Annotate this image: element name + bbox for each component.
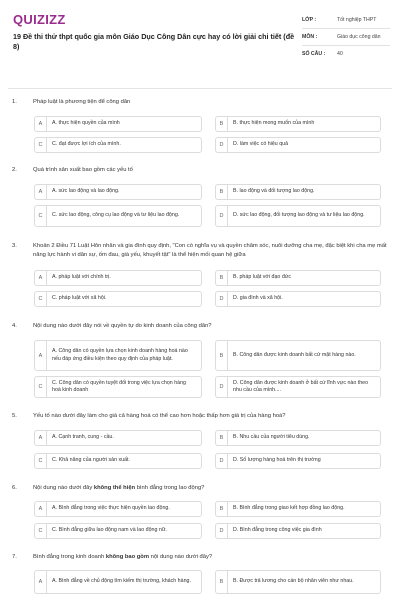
meta-row-subject — [302, 29, 390, 46]
option-letter: D — [216, 524, 228, 538]
question-7 — [12, 553, 392, 585]
option-text: C. sức lao động, công cụ lao động và tư liệu lao động. — [52, 212, 180, 219]
option-letter: B — [216, 117, 228, 131]
question-number: 7. — [12, 554, 17, 560]
question-text — [33, 484, 392, 493]
question-4 — [12, 322, 392, 393]
question-2 — [12, 166, 392, 219]
option-letter: B — [216, 271, 228, 285]
question-text-post: bình đẳng trong lao động? — [135, 485, 205, 491]
option-letter: C — [35, 524, 47, 538]
option-letter: A — [35, 502, 47, 516]
question-stem — [12, 166, 392, 175]
option-text: B. pháp luật với đạo đức — [233, 274, 291, 281]
question-stem — [12, 242, 392, 259]
option-text: A. sức lao động và lao động. — [52, 188, 120, 195]
option-text: A. pháp luật với chính trị. — [52, 274, 111, 281]
option-letter: D — [216, 454, 228, 468]
meta-row-count — [302, 46, 390, 62]
option-text: D. gia đình và xã hội. — [233, 295, 283, 302]
option-letter: C — [35, 206, 47, 226]
option-letter: C — [35, 292, 47, 306]
option-d[interactable] — [215, 523, 381, 539]
option-text: A. Bình đẳng trong việc thực hiện quyền lao động. — [52, 505, 170, 512]
question-text-pre: Bình đẳng trong kinh doanh — [33, 554, 106, 560]
option-text: D. Bình đẳng trong công việc gia đình — [233, 527, 322, 534]
option-text: A. Bình đẳng về chủ động tìm kiếm thị trường, khách hàng. — [52, 578, 191, 585]
option-letter: B — [216, 341, 228, 370]
option-c[interactable] — [34, 205, 202, 227]
question-3 — [12, 242, 392, 302]
meta-row-class — [302, 12, 390, 29]
question-text: Khoản 2 Điều 71 Luật Hôn nhân và gia đình quy định, "Con có nghĩa vụ và quyền chăm sóc, nuôi dưỡng cha mẹ, đặc biệt khi cha mẹ mất năng lực hành vi dân sự, ốm đau, già yếu, khuyết tật" là thể hiện mối quan hệ giữa — [33, 243, 387, 258]
option-text: B. thực hiện mong muốn của mình — [233, 120, 315, 127]
option-d[interactable] — [215, 291, 381, 307]
option-text: D. Số lượng hàng hoá trên thị trường — [233, 457, 321, 464]
question-text-emphasis: không thể hiện — [93, 485, 136, 491]
option-c[interactable] — [34, 523, 202, 539]
option-c[interactable] — [34, 453, 202, 469]
option-a[interactable] — [34, 570, 202, 594]
option-a[interactable] — [34, 116, 202, 132]
question-text-pre: Nội dung nào dưới đây — [33, 485, 94, 491]
option-text: B. Bình đẳng trong giao kết hợp đồng lao động. — [233, 505, 345, 512]
option-letter: B — [216, 431, 228, 445]
option-text: B. Công dân được kinh doanh bất cứ mặt hàng nào. — [233, 351, 356, 358]
meta-key: LỚP : — [302, 17, 317, 23]
option-letter: B — [216, 502, 228, 516]
option-letter: A — [35, 341, 47, 370]
option-letter: D — [216, 377, 228, 397]
question-number: 6. — [12, 485, 17, 491]
option-text: D. sức lao động, đối tượng lao động và tư liệu lao động. — [233, 212, 365, 219]
meta-key: MÔN : — [302, 34, 318, 40]
question-number: 1. — [12, 99, 17, 105]
option-a[interactable] — [34, 501, 202, 517]
option-letter: C — [35, 138, 47, 152]
option-letter: A — [35, 117, 47, 131]
option-text: C. Khả năng của người sản xuất. — [52, 457, 130, 464]
option-a[interactable] — [34, 270, 202, 286]
question-stem — [12, 484, 392, 493]
option-text: D. làm việc có hiệu quả — [233, 141, 289, 148]
option-text: C. Công dân có quyền tuyệt đối trong việc lựa chọn hàng hoá kinh doanh — [52, 379, 186, 393]
meta-table — [302, 12, 390, 62]
question-6 — [12, 484, 392, 534]
question-1 — [12, 98, 392, 148]
option-letter: B — [216, 571, 228, 593]
option-b[interactable] — [215, 340, 381, 371]
option-text: C. đạt được lợi ích của mình. — [52, 141, 121, 148]
option-d[interactable] — [215, 137, 381, 153]
option-d[interactable] — [215, 205, 381, 227]
option-b[interactable] — [215, 184, 381, 200]
option-letter: A — [35, 571, 47, 593]
option-a[interactable] — [34, 184, 202, 200]
option-c[interactable] — [34, 376, 202, 398]
meta-value: Giáo dục công dân — [337, 34, 381, 40]
option-text: C. Bình đẳng giữa lao động nam và lao động nữ. — [52, 527, 167, 534]
option-letter: B — [216, 185, 228, 199]
question-text-emphasis: không bao gồm — [105, 554, 149, 560]
question-5 — [12, 412, 392, 464]
question-stem — [12, 412, 392, 421]
question-text: Nội dung nào dưới đây nói về quyền tự do kinh doanh của công dân? — [33, 323, 212, 329]
option-text: A. thực hiện quyền của mình — [52, 120, 120, 127]
option-a[interactable] — [34, 430, 202, 446]
option-text: C. pháp luật với xã hội. — [52, 295, 107, 302]
question-stem — [12, 553, 392, 562]
option-d[interactable] — [215, 453, 381, 469]
header — [0, 0, 400, 88]
meta-key: SỐ CÂU : — [302, 51, 326, 57]
option-letter: D — [216, 138, 228, 152]
meta-value: Tốt nghiệp THPT — [337, 17, 377, 23]
question-number: 5. — [12, 413, 17, 419]
option-letter: D — [216, 206, 228, 226]
option-text: A. Cạnh tranh, cung - cầu. — [52, 434, 114, 441]
option-text: A. Công dân có quyền lựa chọn kinh doanh hàng hoá nào nếu đáp ứng điều kiện theo quy định của pháp luật. — [52, 348, 188, 362]
option-b[interactable] — [215, 116, 381, 132]
option-c[interactable] — [34, 291, 202, 307]
option-c[interactable] — [34, 137, 202, 153]
option-text: B. Được trả lương cho cán bộ nhân viên như nhau. — [233, 578, 354, 585]
quizizz-logo: QUIZIZZ — [13, 12, 66, 27]
option-letter: A — [35, 271, 47, 285]
header-divider — [8, 88, 392, 89]
question-text: Quá trình sản xuất bao gồm các yếu tố — [33, 167, 133, 173]
option-text: D. Công dân được kinh doanh ở bất cứ lĩnh vực nào theo nhu cầu của mình.... — [233, 379, 369, 393]
question-text-post: nội dung nào dưới đây? — [149, 554, 213, 560]
question-stem — [12, 322, 392, 331]
question-text: Yếu tố nào dưới đây làm cho giá cả hàng hoá có thể cao hơn hoặc thấp hơn giá trị của hàng hoá? — [33, 413, 286, 419]
meta-value: 40 — [337, 51, 343, 57]
option-a[interactable] — [34, 340, 202, 371]
question-number: 4. — [12, 323, 17, 329]
option-b[interactable] — [215, 270, 381, 286]
option-b[interactable] — [215, 430, 381, 446]
option-letter: C — [35, 454, 47, 468]
question-text: Pháp luật là phương tiện để công dân — [33, 99, 131, 105]
option-text: B. lao động và đối tượng lao động. — [233, 188, 315, 195]
option-b[interactable] — [215, 570, 381, 594]
option-letter: C — [35, 377, 47, 397]
question-text — [33, 553, 392, 562]
option-b[interactable] — [215, 501, 381, 517]
question-number: 3. — [12, 243, 17, 249]
question-number: 2. — [12, 167, 17, 173]
option-d[interactable] — [215, 376, 381, 398]
option-letter: A — [35, 185, 47, 199]
question-stem — [12, 98, 392, 107]
option-text: B. Nhu cầu của người tiêu dùng. — [233, 434, 310, 441]
option-letter: A — [35, 431, 47, 445]
document-title: 19 Đề thi thử thpt quốc gia môn Giáo Dục Công Dân cực hay có lời giải chi tiết (đề 8) — [13, 32, 295, 51]
option-letter: D — [216, 292, 228, 306]
